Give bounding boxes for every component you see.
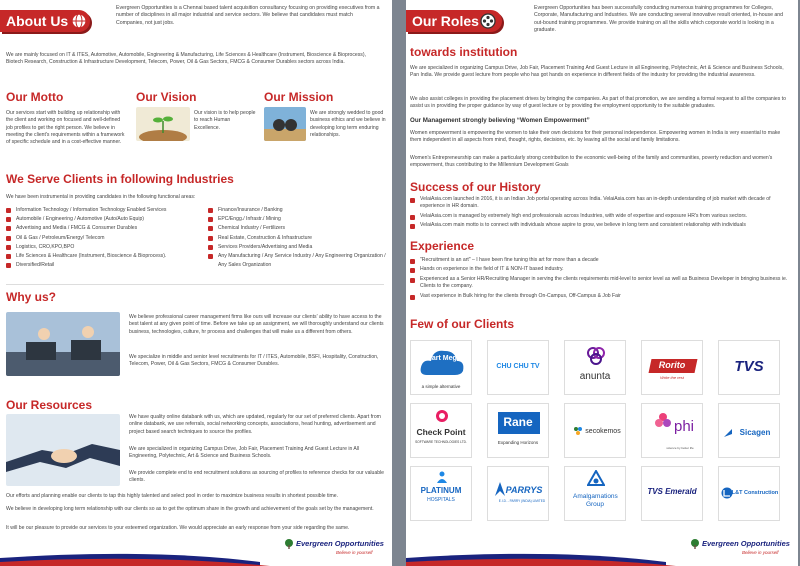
industry-item: Oil & Gas / Petroleum/Energy/ Telecom xyxy=(6,234,202,243)
client-name: Check Point xyxy=(416,427,466,437)
footer-tagline: Believe in yourself xyxy=(336,550,373,555)
industry-item: Life Sciences & Healthcare (Instrument, Bioscience & Bioprocess). xyxy=(6,252,202,261)
success-item: VelaiAsia.com launched in 2016, it is an Indian Job portal operating across India. VelaiAsia.com has an in-depth understanding of job market with decade of experience in HR domain. xyxy=(410,196,792,211)
client-sub: SOFTWARE TECHNOLOGIES LTD. xyxy=(415,440,467,444)
about-intro: Evergreen Opportunities is a Chennai based talent acquisition consultancy focusing on providing executives from a number of disciplines in all major industrial and service sectors. We believe that candidates must match Companies, not just jobs. xyxy=(116,5,380,26)
client-name: Amalgamations Group xyxy=(573,493,618,508)
client-sub: E.I.D. - PARRY (INDIA) LIMITED xyxy=(498,499,546,503)
right-page xyxy=(406,0,798,566)
roles-title: Our Roles xyxy=(412,13,479,29)
client-logo-rorito xyxy=(641,340,703,395)
experience-item: Hands on experience in the field of IT & NON-IT based industry. xyxy=(410,266,792,273)
client-sub: HOSPITALS xyxy=(427,497,455,503)
why-text-1: We believe professional career management firms like ours will increase our clients' ability to have access to the best talent at any given point of time. Before we take up an assignment, we will thoroughly understand our clients business, technologies, culture, hr process and challenges that will make us a different from others. xyxy=(129,314,384,335)
experience-item: Vast experience in Bulk hiring for the clients through On-Campus, Off-Campus & Job Fair xyxy=(410,293,792,300)
tree-icon xyxy=(284,539,294,549)
towards-text-2: We also assist colleges in providing the placement drives by bringing the companies. As part of that promotion, we are sending a formal request to all the companies to assist us in providing the proper guidance by way of guest lecture or by providing the employment opportunity to the suitable graduates. xyxy=(410,96,786,110)
industry-item: Any Manufacturing / Any Service Industry / Any Engineering Organization / Any Sales Organization xyxy=(208,252,388,270)
client-sub: a simple alternative xyxy=(421,384,461,389)
vision-text: Our vision is to help people to reach Human Excellence. xyxy=(194,110,256,131)
client-logo-platinum xyxy=(410,466,472,521)
tree-icon xyxy=(690,539,700,549)
experience-item: "Recruitment is an art" – I have been fine tuning this art for more than a decade xyxy=(410,257,792,264)
about-us-title: About Us xyxy=(6,13,69,29)
binoculars-photo xyxy=(264,107,306,141)
client-name: Rane xyxy=(503,415,533,429)
industry-item: Information Technology / Information Technology Enabled Services xyxy=(6,206,202,215)
industry-item: Chemical Industry / Fertilizers xyxy=(208,224,388,233)
globe-icon xyxy=(71,13,87,29)
client-logo-smart-megh xyxy=(410,340,472,395)
client-logo-sicagen xyxy=(718,403,780,458)
left-footer xyxy=(0,536,392,566)
client-logo-check-point xyxy=(410,403,472,458)
women-text-2: Women's Entrepreneurship can make a particularly strong contribution to the economic well-being of the family and communities, poverty reduction and women's empowerment, thus contributing to the Millennium Development Goals xyxy=(410,155,773,169)
office-photo xyxy=(6,312,120,376)
client-logo-secokemos xyxy=(564,403,626,458)
client-logo-phi xyxy=(641,403,703,458)
client-name: PARRYS xyxy=(505,485,543,495)
closing-text-2: We believe in developing long term relationship with our clients so as to get the optimum share in the growth and achievement of the goals set by the management. xyxy=(6,506,374,512)
experience-item: Experienced as a Senior HR/Recruiting Manager in serving the clients requirements mid-level to senior level as well as Business Developer in bringing business ie. Clients to the company. xyxy=(410,276,792,291)
why-text-2: We specialize in middle and senior level recruitments for IT / ITES, Automobile, BSFI, Hospitality, Construction, Telecom, Power, Oil & Gas Sectors, FMCG & Consumer Durables. xyxy=(129,354,379,368)
client-logo-anunta xyxy=(564,340,626,395)
handshake-photo xyxy=(6,414,120,486)
client-name: Sicagen xyxy=(739,428,771,437)
footer-brand: Evergreen Opportunities xyxy=(296,539,384,548)
platinum-figure-icon xyxy=(435,471,449,483)
client-name: Rorito xyxy=(658,360,686,370)
client-name: TVS Emerald xyxy=(647,487,697,496)
client-name: anunta xyxy=(579,371,611,382)
experience-title: Experience xyxy=(410,239,475,253)
industries-right-list xyxy=(208,206,388,270)
client-logo-tvs-emerald xyxy=(641,466,703,521)
client-sub: science by better life xyxy=(666,446,694,450)
client-name: secokemos xyxy=(585,428,621,435)
amalgamations-symbol-icon xyxy=(587,470,605,490)
mission-title: Our Mission xyxy=(264,90,334,104)
footer-tagline: Believe in yourself xyxy=(742,550,779,555)
focus-text: We are mainly focused on IT & ITES, Automotive, Automobile, Engineering & Manufacturing, Life Sciences & Healthcare (Instrument, Bioscience & Bioprocess), Biotech Research, Construction & Infrastructure Development, Telecom, Power, Oil & Gas Sectors, FMCG & Consumer Durables sectors across India. xyxy=(6,52,366,66)
resources-text-3: We provide complete end to end recruitment solutions as sourcing of profiles to reference checks for our valuable clients. xyxy=(129,470,385,484)
check-point-circle-icon xyxy=(435,409,449,423)
industry-item: EPC/Engg./ Infrastr./ Mining xyxy=(208,215,388,224)
client-name: Smart Megh xyxy=(420,355,462,362)
success-item: VelaiAsia.com is managed by extremely high end professionals across Industries, with wide of expertise and exposure HR's from various sectors. xyxy=(410,213,792,220)
client-name: PLATINUM xyxy=(420,486,462,495)
motto-text: Our services start with building up relationship with the client and working on focused and well-defined job profiles to get the right person. We believe in meeting the client's requirements within a framework of specific schedule and in a cost-effective manner. xyxy=(6,110,125,146)
roles-intro: Evergreen Opportunities has been successfully conducting numerous training programmes for Colleges, Corporate, Manufacturing and Industries. We are conducting several innovative result oriented, in-house and out-bound training programmes. We provide training on all the skills which corporate world is looking in a graduate. xyxy=(534,5,784,34)
client-logo-chu-chu-tv xyxy=(487,340,549,395)
industry-item: Diversified/Retail xyxy=(6,261,202,270)
towards-title: towards institution xyxy=(410,45,518,59)
motto-title: Our Motto xyxy=(6,90,64,104)
footer-brand: Evergreen Opportunities xyxy=(702,539,790,548)
resources-text-1: We have quality online databank with us, which are updated, regularly for our set of preferred clients. Apart from online databank, we use referrals, social networking concepts, associations, head hunting, advertisement and project based search techniques to source the profiles. xyxy=(129,414,381,435)
experience-list xyxy=(410,257,792,302)
right-footer xyxy=(406,536,798,566)
client-name: CHU CHU TV xyxy=(496,363,540,370)
divider xyxy=(6,284,384,285)
anunta-knot-icon xyxy=(587,347,605,365)
serve-intro: We have been instrumental in providing candidates in the following functional areas: xyxy=(6,194,196,200)
serve-title: We Serve Clients in following Industries xyxy=(6,172,234,186)
industry-item: Real Estate, Construction & Infrastructure xyxy=(208,234,388,243)
success-list xyxy=(410,196,792,232)
client-name: L&T Construction xyxy=(731,490,779,496)
client-logo-amalgamations xyxy=(564,466,626,521)
client-name: phi xyxy=(673,418,695,435)
closing-text-3: It will be our pleasure to provide our services to your esteemed organization. We would appreciate an early response from your side regarding the same. xyxy=(6,525,350,531)
industry-item: Services Providers/Advertising and Media xyxy=(208,243,388,252)
resources-title: Our Resources xyxy=(6,398,93,412)
left-page xyxy=(0,0,392,566)
plant-photo xyxy=(136,107,190,141)
towards-text-1: We are specialized in organizing Campus Drive, Job Fair, Placement Training And Guest Lecture in all Engineering, Polytechnic, Art & Science and Business Schools, Pan India. We provide guest lecture from people who has got hands on experience in different fields of the industry for providing the industrial awareness. xyxy=(410,65,784,79)
industry-item: Finance/Insurance / Banking xyxy=(208,206,388,215)
success-title: Success of our History xyxy=(410,180,541,194)
industry-item: Logistics, CRO,KPO,BPO xyxy=(6,243,202,252)
women-title: Our Management strongly believing “Women Empowerment” xyxy=(410,117,590,124)
client-logo-parrys xyxy=(487,466,549,521)
film-reel-icon xyxy=(480,13,496,29)
resources-text-2: We are specialized in organizing Campus Drive, Job Fair, Placement Training And Guest Lecture in All Engineering, Polytechnic, Art & Science and Business Schools. xyxy=(129,446,360,460)
industries-left-list xyxy=(6,206,202,270)
women-text-1: Women empowerment is empowering the women to take their own decisions for their personal independence. Empowering women in India is very essential to make them independent in all aspects from mind, thought, rights, decisions, etc. by leaving all the social and family limitations. xyxy=(410,130,781,144)
clients-title: Few of our Clients xyxy=(410,317,515,331)
client-sub: Expanding Horizons xyxy=(497,440,539,445)
mission-text: We are strongly wedded to good business ethics and we believe in developing long term enduring relationships. xyxy=(310,110,386,138)
smart-megh-cloud-icon xyxy=(419,345,465,381)
client-name: TVS xyxy=(734,358,764,375)
industry-item: Automobile / Engineering / Automotive (Auto/Auto Equip) xyxy=(6,215,202,224)
client-logo-lt-construction xyxy=(718,466,780,521)
client-sub: Write the rest xyxy=(660,375,684,380)
closing-text-1: Our efforts and planning enable our clients to tap this highly talented and select pool in order to maximize business results in shortest possible time. xyxy=(6,493,339,499)
client-logo-rane xyxy=(487,403,549,458)
industry-item: Advertising and Media / FMCG & Consumer Durables xyxy=(6,224,202,233)
client-logo-tvs xyxy=(718,340,780,395)
vision-title: Our Vision xyxy=(136,90,197,104)
success-item: VelaiAsia.com main motto is to connect with individuals whose aspire to grow, we believe in long term and consistent relationship with individuals xyxy=(410,222,792,229)
why-title: Why us? xyxy=(6,290,56,304)
